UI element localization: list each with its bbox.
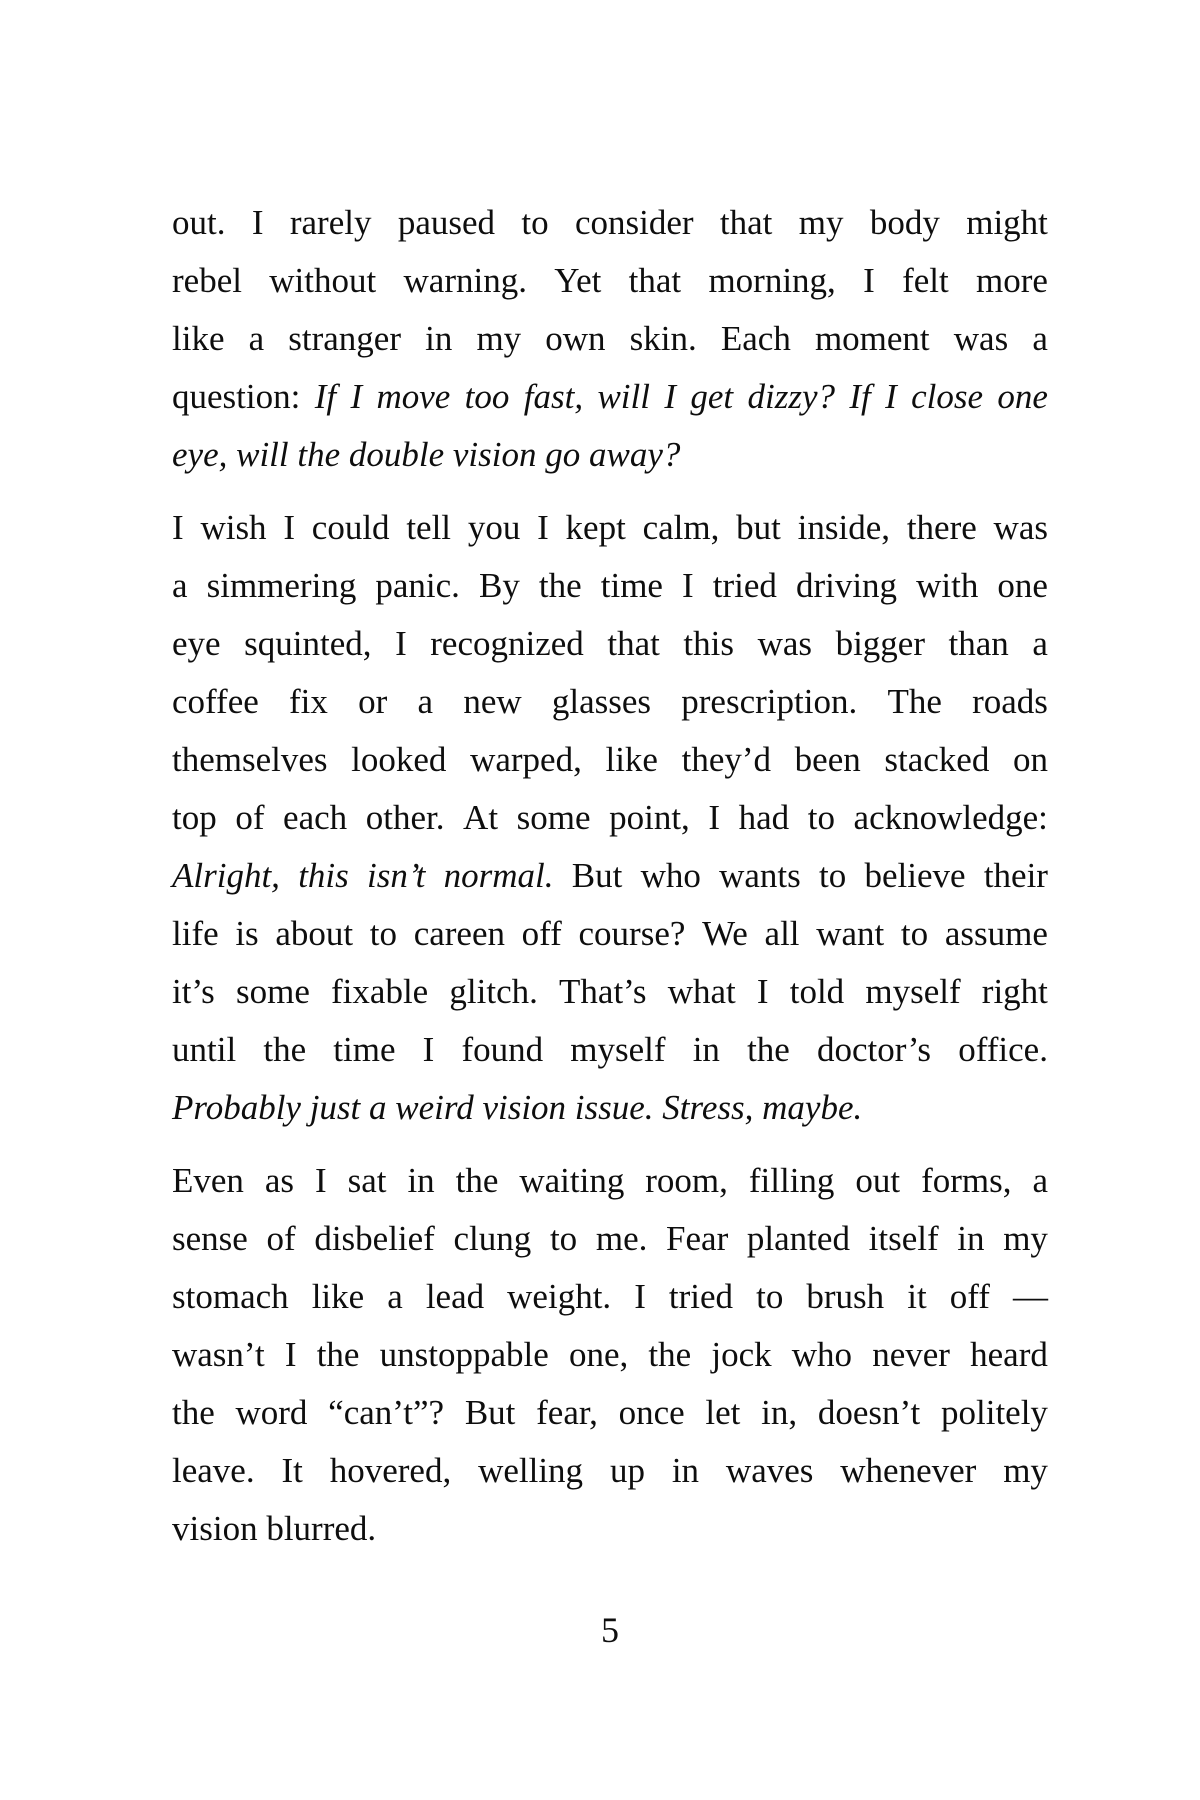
word: I (172, 508, 184, 547)
word: like (311, 1277, 365, 1316)
word: a (1032, 1161, 1048, 1200)
word: I (251, 203, 264, 242)
word: other. (365, 798, 445, 837)
word: out (855, 1161, 901, 1200)
word: The (887, 682, 942, 721)
word: their (983, 856, 1048, 895)
paragraph (172, 499, 1048, 1137)
text-line (172, 1079, 1048, 1137)
word: waves (725, 1451, 814, 1490)
word: like (605, 740, 658, 779)
word: or (358, 682, 388, 721)
word: I (756, 972, 769, 1011)
word: heard (970, 1335, 1048, 1374)
text-block (172, 194, 1048, 1558)
word: to (369, 914, 398, 953)
word: on (1012, 740, 1048, 779)
word: themselves (172, 740, 328, 779)
word: dizzy? (747, 377, 835, 416)
word: bigger (835, 624, 925, 663)
text-run: Probably just a weird vision issue. Stress, maybe. (172, 1088, 863, 1127)
word: panic. (375, 566, 460, 605)
word: Each (720, 319, 791, 358)
text-line (172, 368, 1048, 426)
text-line (172, 194, 1048, 252)
word: inside, (797, 508, 891, 547)
word: sense (172, 1219, 248, 1258)
word: I (634, 1277, 646, 1316)
word: skin. (629, 319, 697, 358)
word: my (798, 203, 844, 242)
word: I (708, 798, 721, 837)
word: this (298, 856, 349, 895)
word: office. (958, 1030, 1048, 1069)
word: without (269, 261, 377, 300)
word: I (664, 377, 676, 416)
word: to (549, 1219, 578, 1258)
text-run: eye, will the double vision go away? (172, 435, 681, 474)
word: waiting (519, 1161, 625, 1200)
word: normal. (443, 856, 554, 895)
word: the (648, 1335, 692, 1374)
word: the (316, 1335, 360, 1374)
word: too (464, 377, 510, 416)
word: was (953, 319, 1009, 358)
word: stomach (172, 1277, 289, 1316)
text-line (172, 1268, 1048, 1326)
word: I (283, 508, 295, 547)
word: one, (568, 1335, 629, 1374)
word: Yet (554, 261, 602, 300)
word: but (736, 508, 781, 547)
word: move (376, 377, 451, 416)
word: that (628, 261, 682, 300)
word: politely (941, 1393, 1048, 1432)
word: with (916, 566, 979, 605)
word: this (683, 624, 734, 663)
word: until (172, 1030, 237, 1069)
word: a (248, 319, 265, 358)
word: But (464, 1393, 516, 1432)
word: told (789, 972, 845, 1011)
word: they’d (681, 740, 772, 779)
word: who (791, 1335, 853, 1374)
word: recognized (430, 624, 584, 663)
word: course? (578, 914, 686, 953)
word: in (692, 1030, 720, 1069)
word: morning, (708, 261, 836, 300)
word: word (235, 1393, 308, 1432)
word: unstoppable (379, 1335, 549, 1374)
word: fix (289, 682, 328, 721)
word: my (476, 319, 522, 358)
word: to (756, 1277, 784, 1316)
word: lead (425, 1277, 485, 1316)
word: it (907, 1277, 927, 1316)
word: warped, (470, 740, 582, 779)
word: my (1003, 1451, 1048, 1490)
word: hovered, (329, 1451, 452, 1490)
word: there (906, 508, 977, 547)
word: a (1032, 319, 1048, 358)
word: jock (711, 1335, 772, 1374)
word: myself (570, 1030, 666, 1069)
word: life (172, 914, 219, 953)
word: about (275, 914, 354, 953)
text-line (172, 1442, 1048, 1500)
word: to (807, 798, 835, 837)
word: like (172, 319, 225, 358)
text-line (172, 1384, 1048, 1442)
word: filling (748, 1161, 835, 1200)
word: was (757, 624, 812, 663)
word: could (311, 508, 390, 547)
text-line (172, 426, 1048, 484)
word: I (422, 1030, 435, 1069)
word: the (172, 1393, 215, 1432)
text-line (172, 252, 1048, 310)
word: a (387, 1277, 403, 1316)
word: that (607, 624, 660, 663)
word: forms, (921, 1161, 1012, 1200)
word: off (521, 914, 562, 953)
word: never (872, 1335, 950, 1374)
word: wish (200, 508, 267, 547)
word: welling (478, 1451, 584, 1490)
word: it’s (172, 972, 215, 1011)
text-line (172, 1152, 1048, 1210)
word: my (1003, 1219, 1048, 1258)
word: want (816, 914, 885, 953)
word: some (516, 798, 591, 837)
word: sat (347, 1161, 387, 1200)
word: of (235, 798, 265, 837)
word: close (911, 377, 984, 416)
word: each (283, 798, 348, 837)
word: fear, (536, 1393, 598, 1432)
word: the (538, 566, 582, 605)
word: glasses (551, 682, 652, 721)
word: will (597, 377, 650, 416)
word: in (671, 1451, 700, 1490)
word: Alright, (172, 856, 280, 895)
word: believe (864, 856, 966, 895)
word: assume (944, 914, 1048, 953)
word: whenever (840, 1451, 977, 1490)
word: off (949, 1277, 990, 1316)
word: Fear (666, 1219, 729, 1258)
paragraph (172, 194, 1048, 484)
word: in (957, 1219, 985, 1258)
word: consider (574, 203, 694, 242)
word: was (993, 508, 1048, 547)
word: room, (645, 1161, 728, 1200)
word: of (266, 1219, 296, 1258)
word: question: (172, 377, 301, 416)
word: I (537, 508, 549, 547)
word: rebel (172, 261, 242, 300)
word: leave. (172, 1451, 255, 1490)
word: let (705, 1393, 741, 1432)
word: that (719, 203, 773, 242)
word: clung (453, 1219, 532, 1258)
word: wasn’t (172, 1335, 265, 1374)
word: one (997, 377, 1048, 416)
word: out. (172, 203, 226, 242)
word: We (702, 914, 748, 953)
word: I (350, 377, 363, 416)
word: It (281, 1451, 303, 1490)
word: weight. (507, 1277, 612, 1316)
text-line (172, 310, 1048, 368)
word: I (863, 261, 875, 300)
word: itself (868, 1219, 939, 1258)
text-line (172, 1326, 1048, 1384)
word: planted (746, 1219, 850, 1258)
word: simmering (206, 566, 357, 605)
word: top (172, 798, 217, 837)
word: — (1012, 1277, 1048, 1316)
word: found (461, 1030, 544, 1069)
word: had (738, 798, 790, 837)
word: the (263, 1030, 307, 1069)
text-line (172, 673, 1048, 731)
word: I (885, 377, 897, 416)
word: than (948, 624, 1009, 663)
word: once (618, 1393, 685, 1432)
word: tried (668, 1277, 734, 1316)
word: kept (565, 508, 626, 547)
word: what (667, 972, 736, 1011)
text-line (172, 789, 1048, 847)
word: me. (595, 1219, 648, 1258)
text-line (172, 499, 1048, 557)
word: in, (761, 1393, 798, 1432)
word: to (819, 856, 847, 895)
word: I (682, 566, 694, 605)
word: a (172, 566, 188, 605)
word: doctor’s (817, 1030, 932, 1069)
word: the (747, 1030, 790, 1069)
word: I (284, 1335, 297, 1374)
word: coffee (172, 682, 259, 721)
page-number: 5 (601, 1610, 619, 1650)
word: stranger (288, 319, 401, 358)
word: If (849, 377, 871, 416)
word: to (900, 914, 929, 953)
word: acknowledge: (853, 798, 1048, 837)
word: you (467, 508, 521, 547)
word: prescription. (681, 682, 858, 721)
word: who (640, 856, 701, 895)
word: felt (902, 261, 949, 300)
text-line (172, 557, 1048, 615)
word: Even (172, 1161, 244, 1200)
word: disbelief (314, 1219, 435, 1258)
word: fast, (523, 377, 584, 416)
word: own (545, 319, 606, 358)
word: moment (814, 319, 930, 358)
word: I (395, 624, 407, 663)
text-line (172, 1210, 1048, 1268)
word: rarely (289, 203, 372, 242)
word: some (235, 972, 310, 1011)
word: roads (972, 682, 1048, 721)
paragraph (172, 1152, 1048, 1558)
word: a (1032, 624, 1048, 663)
word: time (333, 1030, 396, 1069)
word: point, (609, 798, 690, 837)
word: driving (795, 566, 898, 605)
text-line (172, 615, 1048, 673)
text-line (172, 905, 1048, 963)
word: been (794, 740, 861, 779)
word: stacked (884, 740, 990, 779)
word: If (314, 377, 337, 416)
word: fixable (331, 972, 429, 1011)
word: “can’t”? (328, 1393, 445, 1432)
word: the (455, 1161, 499, 1200)
word: a (417, 682, 434, 721)
word: all (764, 914, 800, 953)
word: By (479, 566, 520, 605)
text-line (172, 1500, 1048, 1558)
text-line (172, 847, 1048, 905)
word: one (997, 566, 1048, 605)
word: more (976, 261, 1048, 300)
word: in (407, 1161, 435, 1200)
word: body (869, 203, 940, 242)
word: eye (172, 624, 221, 663)
word: glitch. (449, 972, 538, 1011)
word: isn’t (367, 856, 426, 895)
word: squinted, (244, 624, 372, 663)
text-line (172, 731, 1048, 789)
word: doesn’t (817, 1393, 921, 1432)
word: calm, (642, 508, 720, 547)
text-line (172, 963, 1048, 1021)
word: to (521, 203, 549, 242)
word: might (966, 203, 1048, 242)
word: is (235, 914, 259, 953)
word: brush (806, 1277, 885, 1316)
word: But (571, 856, 623, 895)
word: looked (351, 740, 447, 779)
word: new (463, 682, 522, 721)
word: right (981, 972, 1048, 1011)
word: careen (413, 914, 505, 953)
text-run: vision blurred. (172, 1509, 377, 1548)
word: in (425, 319, 453, 358)
word: tell (406, 508, 452, 547)
word: paused (397, 203, 496, 242)
word: time (600, 566, 663, 605)
word: wants (719, 856, 801, 895)
word: get (690, 377, 734, 416)
word: as (264, 1161, 295, 1200)
text-line (172, 1021, 1048, 1079)
word: up (609, 1451, 645, 1490)
word: tried (712, 566, 777, 605)
word: warning. (403, 261, 527, 300)
word: At (463, 798, 499, 837)
word: myself (865, 972, 961, 1011)
word: That’s (559, 972, 647, 1011)
word: I (314, 1161, 327, 1200)
